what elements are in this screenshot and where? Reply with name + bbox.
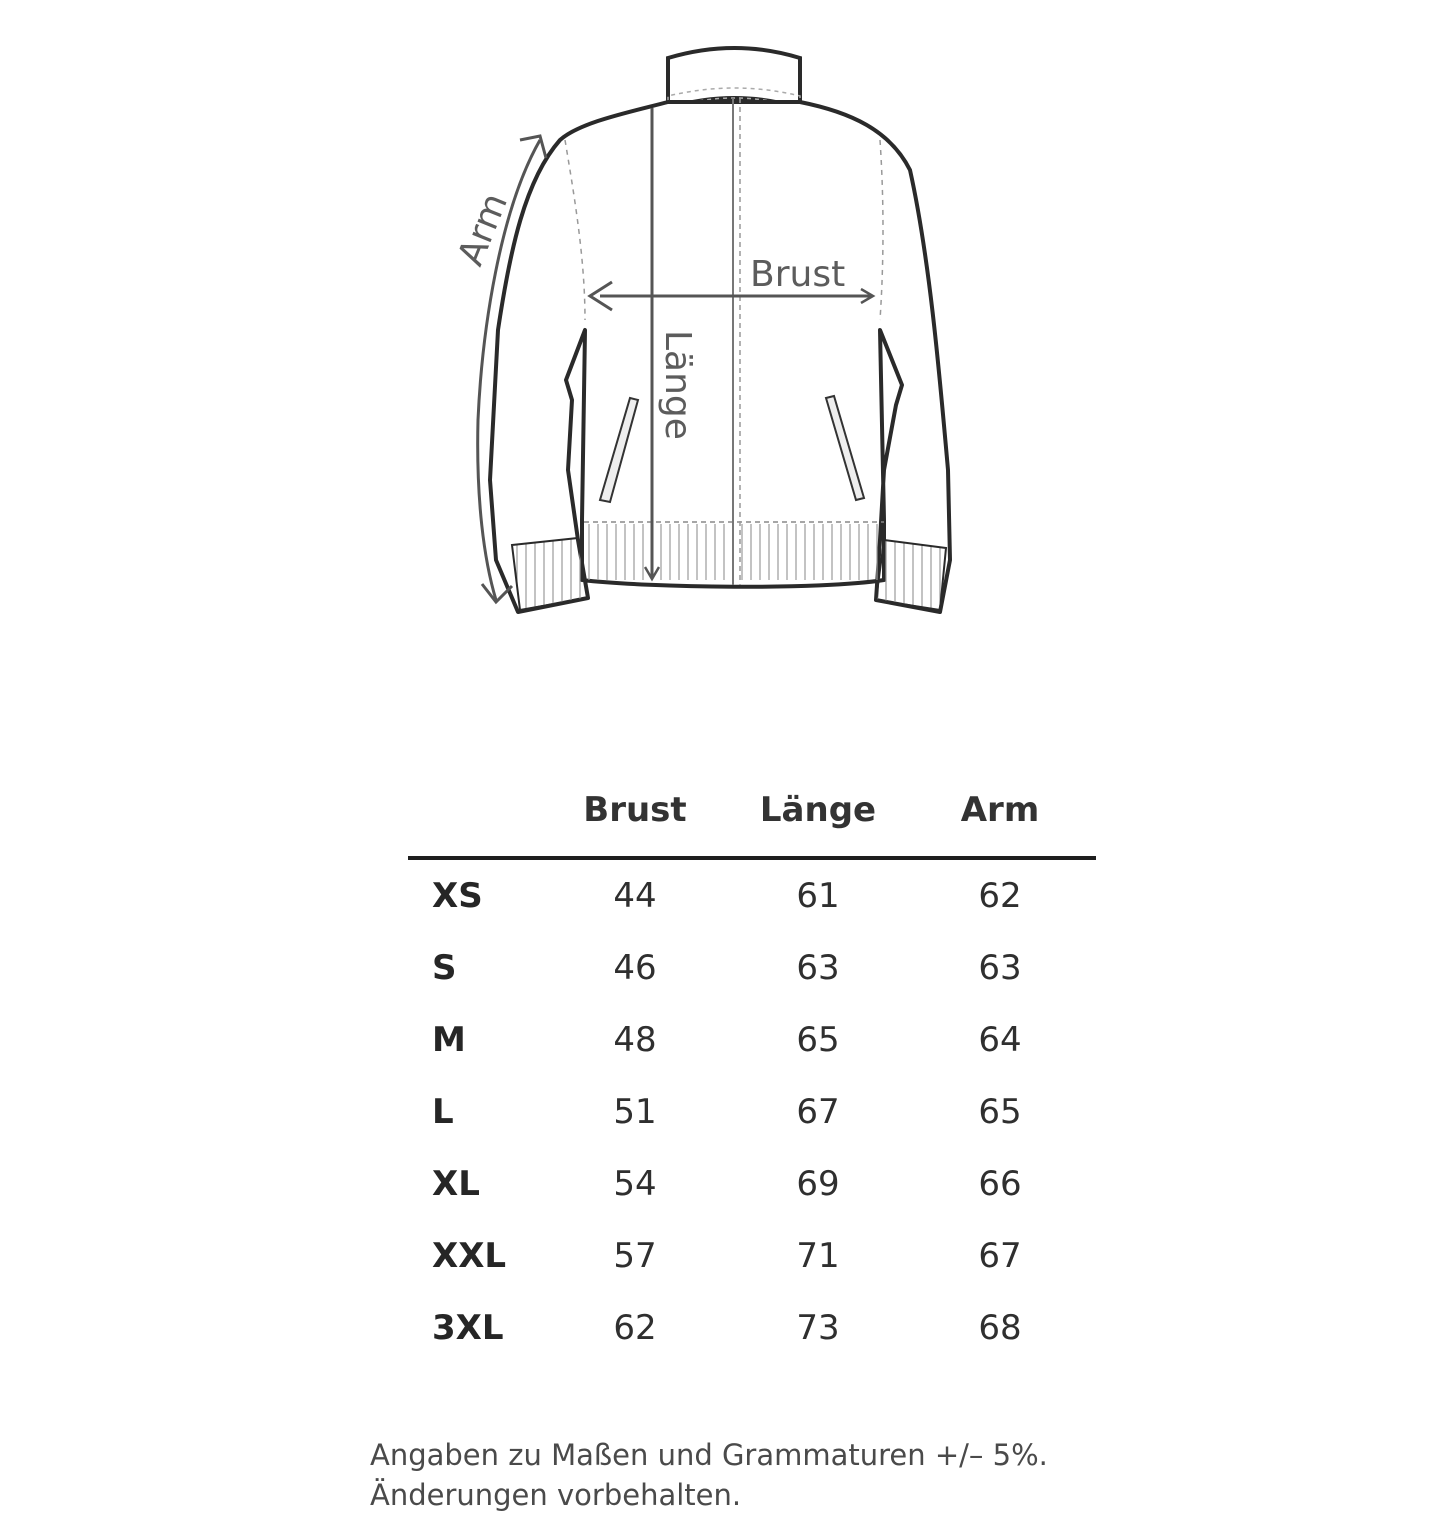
size-label: XL — [432, 1164, 480, 1204]
laenge-value: 67 — [796, 1092, 840, 1132]
table-row — [408, 1148, 1096, 1220]
brust-value: 46 — [613, 948, 657, 988]
laenge-value: 61 — [796, 876, 840, 916]
header-arm: Arm — [960, 790, 1040, 830]
arm-value: 65 — [978, 1092, 1022, 1132]
brust-value: 51 — [613, 1092, 657, 1132]
table-row — [408, 932, 1096, 1004]
laenge-value: 63 — [796, 948, 840, 988]
arm-value: 66 — [978, 1164, 1022, 1204]
brust-value: 54 — [613, 1164, 657, 1204]
brust-value: 44 — [613, 876, 657, 916]
table-row — [408, 1220, 1096, 1292]
laenge-value: 69 — [796, 1164, 840, 1204]
footnote-line-2: Änderungen vorbehalten. — [370, 1478, 742, 1512]
footnote — [370, 1435, 1048, 1515]
size-label: L — [432, 1092, 454, 1132]
arm-value: 68 — [978, 1308, 1022, 1348]
size-label: XXL — [432, 1236, 507, 1276]
table-row — [408, 1076, 1096, 1148]
laenge-label: Länge — [657, 330, 698, 440]
arm-label: Arm — [450, 187, 517, 272]
size-label: M — [432, 1020, 466, 1060]
laenge-value: 65 — [796, 1020, 840, 1060]
header-brust: Brust — [583, 790, 687, 830]
brust-value: 48 — [613, 1020, 657, 1060]
laenge-value: 71 — [796, 1236, 840, 1276]
table-header-row — [408, 780, 1096, 860]
table-row — [408, 1292, 1096, 1364]
brust-value: 62 — [613, 1308, 657, 1348]
arm-value: 64 — [978, 1020, 1022, 1060]
size-table — [408, 780, 1096, 1364]
arm-value: 67 — [978, 1236, 1022, 1276]
footnote-line-1: Angaben zu Maßen und Grammaturen +/– 5%. — [370, 1438, 1048, 1472]
header-laenge: Länge — [759, 790, 877, 830]
brust-label: Brust — [750, 254, 846, 295]
laenge-value: 73 — [796, 1308, 840, 1348]
brust-value: 57 — [613, 1236, 657, 1276]
arm-value: 62 — [978, 876, 1022, 916]
table-row — [408, 860, 1096, 932]
table-row — [408, 1004, 1096, 1076]
size-label: S — [432, 948, 457, 988]
arm-value: 63 — [978, 948, 1022, 988]
jacket-measurement-diagram — [0, 0, 1445, 660]
jacket-outline — [490, 48, 950, 612]
size-label: 3XL — [432, 1308, 504, 1348]
size-label: XS — [432, 876, 483, 916]
